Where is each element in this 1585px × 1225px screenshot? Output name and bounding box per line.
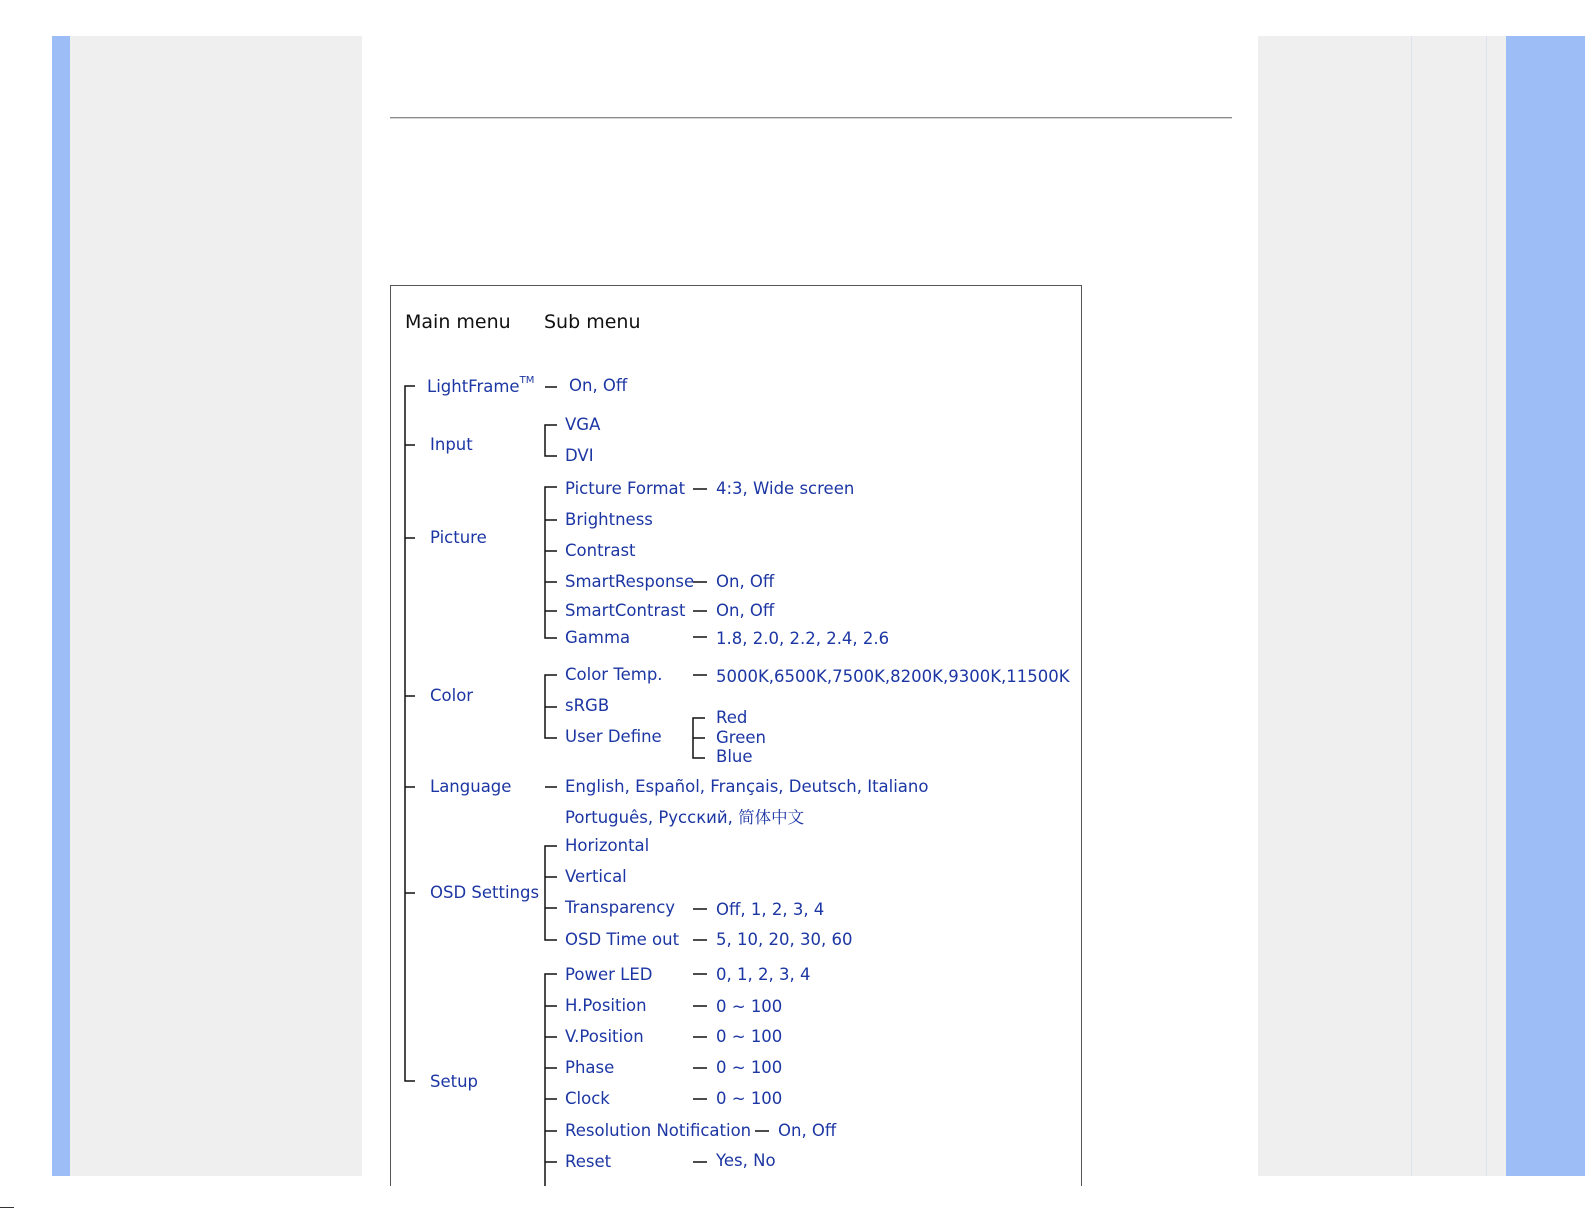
trademark-mark: TM <box>519 375 535 386</box>
horizontal-rule <box>390 117 1232 119</box>
submenu-dvi: DVI <box>565 446 594 465</box>
submenu-color-temp: Color Temp. <box>565 665 663 684</box>
lightframe-label: LightFrame <box>427 377 520 396</box>
main-menu-header: Main menu <box>405 311 511 333</box>
submenu-phase: Phase <box>565 1058 615 1077</box>
submenu-clock: Clock <box>565 1089 610 1108</box>
submenu-srgb: sRGB <box>565 696 610 715</box>
picture-format-options: 4:3, Wide screen <box>716 479 855 498</box>
smartcontrast-options: On, Off <box>716 601 775 620</box>
smartresponse-options: On, Off <box>716 572 775 591</box>
submenu-horizontal: Horizontal <box>565 836 650 855</box>
phase-range: 0 ~ 100 <box>716 1058 783 1077</box>
submenu-vertical: Vertical <box>565 867 627 886</box>
divider-line <box>1411 36 1412 1176</box>
user-define-red: Red <box>716 708 748 727</box>
menu-picture: Picture <box>430 528 487 547</box>
language-options-line1: English, Español, Français, Deutsch, Italiano <box>565 777 929 796</box>
user-define-green: Green <box>716 728 766 747</box>
submenu-smartcontrast: SmartContrast <box>565 601 686 620</box>
right-blue-bar <box>1506 36 1585 1176</box>
divider-line <box>1486 36 1487 1176</box>
submenu-v-position: V.Position <box>565 1027 644 1046</box>
menu-osd-settings: OSD Settings <box>430 883 540 902</box>
osd-time-out-options: 5, 10, 20, 30, 60 <box>716 930 853 949</box>
power-led-options: 0, 1, 2, 3, 4 <box>716 965 811 984</box>
submenu-gamma: Gamma <box>565 628 631 647</box>
menu-input: Input <box>430 435 473 454</box>
language-options-line2: Português, Русский, 简体中文 <box>565 808 805 827</box>
submenu-resolution-notification: Resolution Notification <box>565 1121 752 1140</box>
submenu-power-led: Power LED <box>565 965 653 984</box>
menu-language: Language <box>430 777 512 796</box>
v-position-range: 0 ~ 100 <box>716 1027 783 1046</box>
left-blue-bar <box>52 36 70 1176</box>
submenu-smartresponse: SmartResponse <box>565 572 695 591</box>
submenu-osd-time-out: OSD Time out <box>565 930 680 949</box>
menu-color: Color <box>430 686 474 705</box>
submenu-contrast: Contrast <box>565 541 636 560</box>
left-gray-panel <box>70 36 362 1176</box>
gamma-options: 1.8, 2.0, 2.2, 2.4, 2.6 <box>716 629 890 648</box>
osd-menu-tree-figure <box>390 285 1082 1186</box>
resolution-notification-options: On, Off <box>778 1121 837 1140</box>
submenu-user-define: User Define <box>565 727 662 746</box>
h-position-range: 0 ~ 100 <box>716 997 783 1016</box>
footer-dash <box>0 1207 14 1208</box>
color-temp-options: 5000K,6500K,7500K,8200K,9300K,11500K <box>716 667 1070 686</box>
user-define-blue: Blue <box>716 747 753 766</box>
transparency-options: Off, 1, 2, 3, 4 <box>716 900 825 919</box>
clock-range: 0 ~ 100 <box>716 1089 783 1108</box>
submenu-h-position: H.Position <box>565 996 647 1015</box>
sub-menu-header: Sub menu <box>544 311 641 333</box>
reset-options: Yes, No <box>716 1151 776 1170</box>
submenu-transparency: Transparency <box>565 898 676 917</box>
submenu-reset: Reset <box>565 1152 612 1171</box>
menu-setup: Setup <box>430 1072 479 1091</box>
submenu-brightness: Brightness <box>565 510 653 529</box>
right-gray-panel <box>1258 36 1506 1176</box>
submenu-vga: VGA <box>565 415 601 434</box>
lightframe-options: On, Off <box>569 376 628 395</box>
menu-lightframe <box>427 376 534 396</box>
submenu-picture-format: Picture Format <box>565 479 686 498</box>
